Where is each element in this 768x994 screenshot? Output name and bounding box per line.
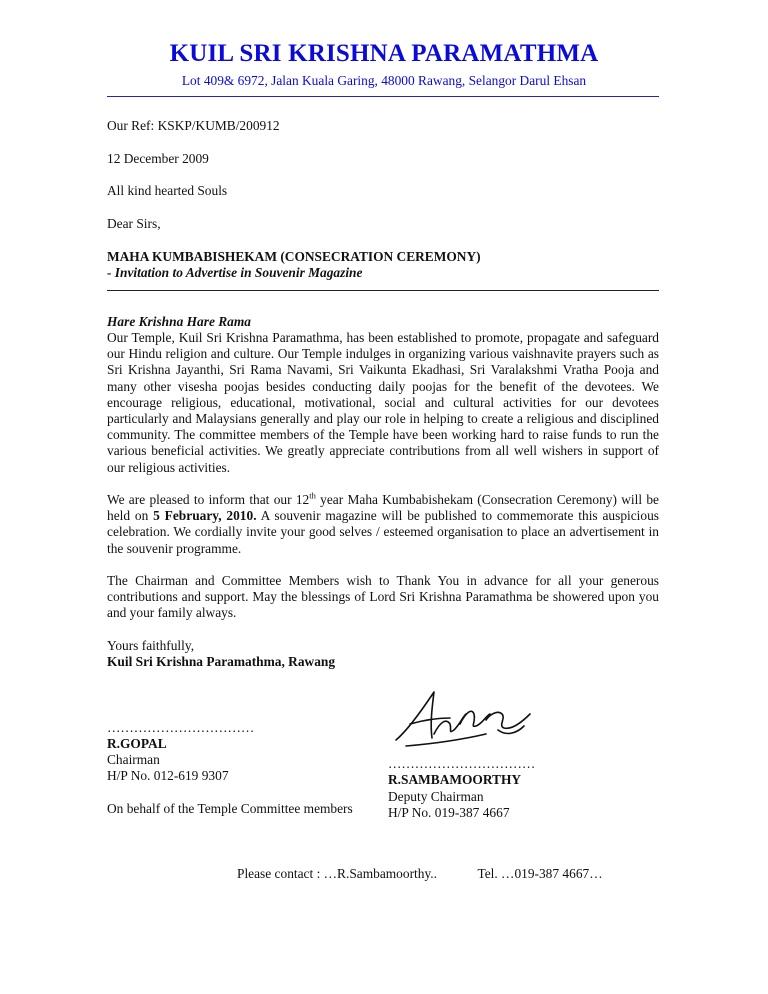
paragraph-2-part-2: year Maha Kumbabishekam (Consecration Ceremony) will be held on	[107, 492, 659, 524]
paragraph-2-part-3: A souvenir magazine will be published to commemorate this auspicious celebration. We cordially invite your good selves / esteemed organisation to place an advertisement in the souvenir programme.	[107, 508, 660, 556]
subject-divider	[107, 290, 659, 291]
recipient: All kind hearted Souls	[107, 183, 228, 198]
letter-date: 12 December 2009	[107, 151, 209, 166]
signature-line-right: ……………………………	[388, 756, 536, 771]
valediction: Yours faithfully,	[107, 638, 195, 653]
ordinal-suffix: th	[309, 490, 316, 501]
salutation: Dear Sirs,	[107, 216, 161, 231]
signature-line-left: ……………………………	[107, 720, 255, 735]
reference-number: Our Ref: KSKP/KUMB/200912	[107, 118, 280, 133]
contact-name: …R.Sambamoorthy..	[323, 866, 437, 881]
deputy-chairman-phone: H/P No. 019-387 4667	[388, 805, 510, 820]
subject-subtitle: - Invitation to Advertise in Souvenir Magazine	[107, 265, 363, 280]
contact-label: Please contact :	[237, 866, 321, 881]
letterhead-divider	[107, 96, 659, 97]
chairman-title: Chairman	[107, 752, 160, 767]
chairman-phone: H/P No. 012-619 9307	[107, 768, 229, 783]
paragraph-2-part-1: We are pleased to inform that our 12	[107, 492, 310, 507]
body-paragraph-1: Our Temple, Kuil Sri Krishna Paramathma, has been established to promote, propagate and safeguard our Hindu religion and culture. Our Temple indulges in organizing various vaishnavite prayers such as Sri Krishna Jayanthi, Sri Rama Navami, Sri Vaikunta Ekadhasi, Sri Varalakshmi Vratha Pooja and many other visesha poojas besides conducting daily poojas for the benefit of the devotees. We encourage religious, educational, motivational, social and cultural activities for our devotees particularly and Malaysians generally and play our role in helping to create a religious and disciplined community. The committee members of the Temple have been working hard to raise funds to run the various beneficial activities. We greatly appreciate contributions from all well wishers in support of our religious activities.	[107, 330, 659, 475]
closing-organization: Kuil Sri Krishna Paramathma, Rawang	[107, 654, 336, 669]
letterhead-org-name: KUIL SRI KRISHNA PARAMATHMA	[169, 40, 599, 67]
committee-note: On behalf of the Temple Committee members	[107, 801, 353, 816]
deputy-chairman-title: Deputy Chairman	[388, 789, 484, 804]
contact-tel: Tel. …019-387 4667…	[477, 866, 603, 881]
body-paragraph-2	[107, 492, 659, 557]
contact-line	[237, 866, 603, 882]
letterhead-address: Lot 409& 6972, Jalan Kuala Garing, 48000 Rawang, Selangor Darul Ehsan	[181, 73, 587, 88]
greeting: Hare Krishna Hare Rama	[107, 314, 251, 329]
deputy-chairman-name: R.SAMBAMOORTHY	[388, 772, 522, 787]
event-date: 5 February, 2010.	[153, 508, 257, 524]
body-paragraph-3: The Chairman and Committee Members wish to Thank You in advance for all your generous contributions and support. May the blessings of Lord Sri Krishna Paramathma be showered upon you and your family always.	[107, 573, 659, 621]
subject-title: MAHA KUMBABISHEKAM (CONSECRATION CEREMONY)	[107, 249, 481, 264]
signature-image	[390, 684, 540, 752]
chairman-name: R.GOPAL	[107, 736, 167, 751]
